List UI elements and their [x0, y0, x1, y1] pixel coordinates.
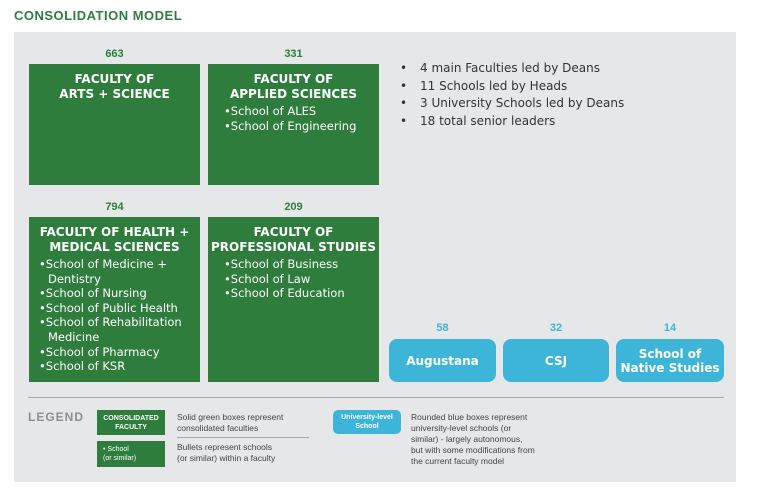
- legend-university-desc: Rounded blue boxes represent university-level schools (or similar) - largely autonomous, but with some modifications from the current faculty model: [411, 412, 535, 466]
- school-list: [208, 257, 379, 301]
- faculty-title: FACULTY OF HEALTH + MEDICAL SCIENCES: [39, 225, 190, 254]
- page-title: CONSOLIDATION MODEL: [14, 8, 183, 23]
- school-count: 58: [436, 322, 449, 334]
- legend-school-desc: Bullets represent schools (or similar) within a faculty: [177, 442, 276, 463]
- faculty-title: FACULTY OF APPLIED SCIENCES: [229, 72, 358, 101]
- summary-item: • 18 total senior leaders: [400, 113, 624, 131]
- school-item: • School of ALES: [224, 104, 373, 119]
- legend-separator: [177, 437, 309, 438]
- faculty-count: 663: [105, 48, 124, 60]
- university-school-box: Augustana: [389, 339, 496, 382]
- faculty-count: 331: [284, 48, 303, 60]
- summary-item: • 11 Schools led by Heads: [400, 78, 624, 96]
- faculty-title: FACULTY OF PROFESSIONAL STUDIES: [210, 225, 377, 254]
- faculty-box: [208, 64, 379, 185]
- school-count: 32: [549, 322, 563, 334]
- legend-school-swatch: • School (or similar): [97, 441, 165, 467]
- legend-university-swatch: University-level School: [333, 410, 401, 434]
- university-school-box: CSJ: [503, 339, 609, 382]
- faculty-box: [208, 217, 379, 382]
- summary-list: [400, 60, 624, 130]
- school-item: • School of Education: [224, 286, 373, 301]
- school-item: • School of Medicine + Dentistry: [39, 257, 196, 286]
- university-school-box: School of Native Studies: [616, 339, 724, 382]
- school-item: • School of Nursing: [39, 286, 196, 301]
- school-item: • School of Public Health: [39, 301, 196, 316]
- legend-divider: [28, 397, 724, 398]
- school-item: • School of Engineering: [224, 119, 373, 134]
- school-list: [29, 257, 200, 374]
- school-list: [208, 104, 379, 133]
- school-count: 14: [663, 322, 677, 334]
- school-item: • School of Rehabilitation Medicine: [39, 315, 196, 344]
- faculty-count: 794: [105, 201, 124, 213]
- summary-item: • 4 main Faculties led by Deans: [400, 60, 624, 78]
- school-item: • School of Business: [224, 257, 373, 272]
- legend-title: LEGEND: [28, 410, 85, 424]
- legend-consolidated-desc: Solid green boxes represent consolidated faculties: [177, 412, 284, 433]
- summary-item: • 3 University Schools led by Deans: [400, 95, 624, 113]
- faculty-title: FACULTY OF ARTS + SCIENCE: [59, 72, 170, 101]
- faculty-box: [29, 217, 200, 382]
- faculty-box: [29, 64, 200, 185]
- legend-consolidated-swatch: CONSOLIDATED FACULTY: [97, 410, 165, 435]
- school-item: • School of KSR: [39, 359, 196, 374]
- school-item: • School of Pharmacy: [39, 345, 196, 360]
- faculty-count: 209: [284, 201, 303, 213]
- school-item: • School of Law: [224, 272, 373, 287]
